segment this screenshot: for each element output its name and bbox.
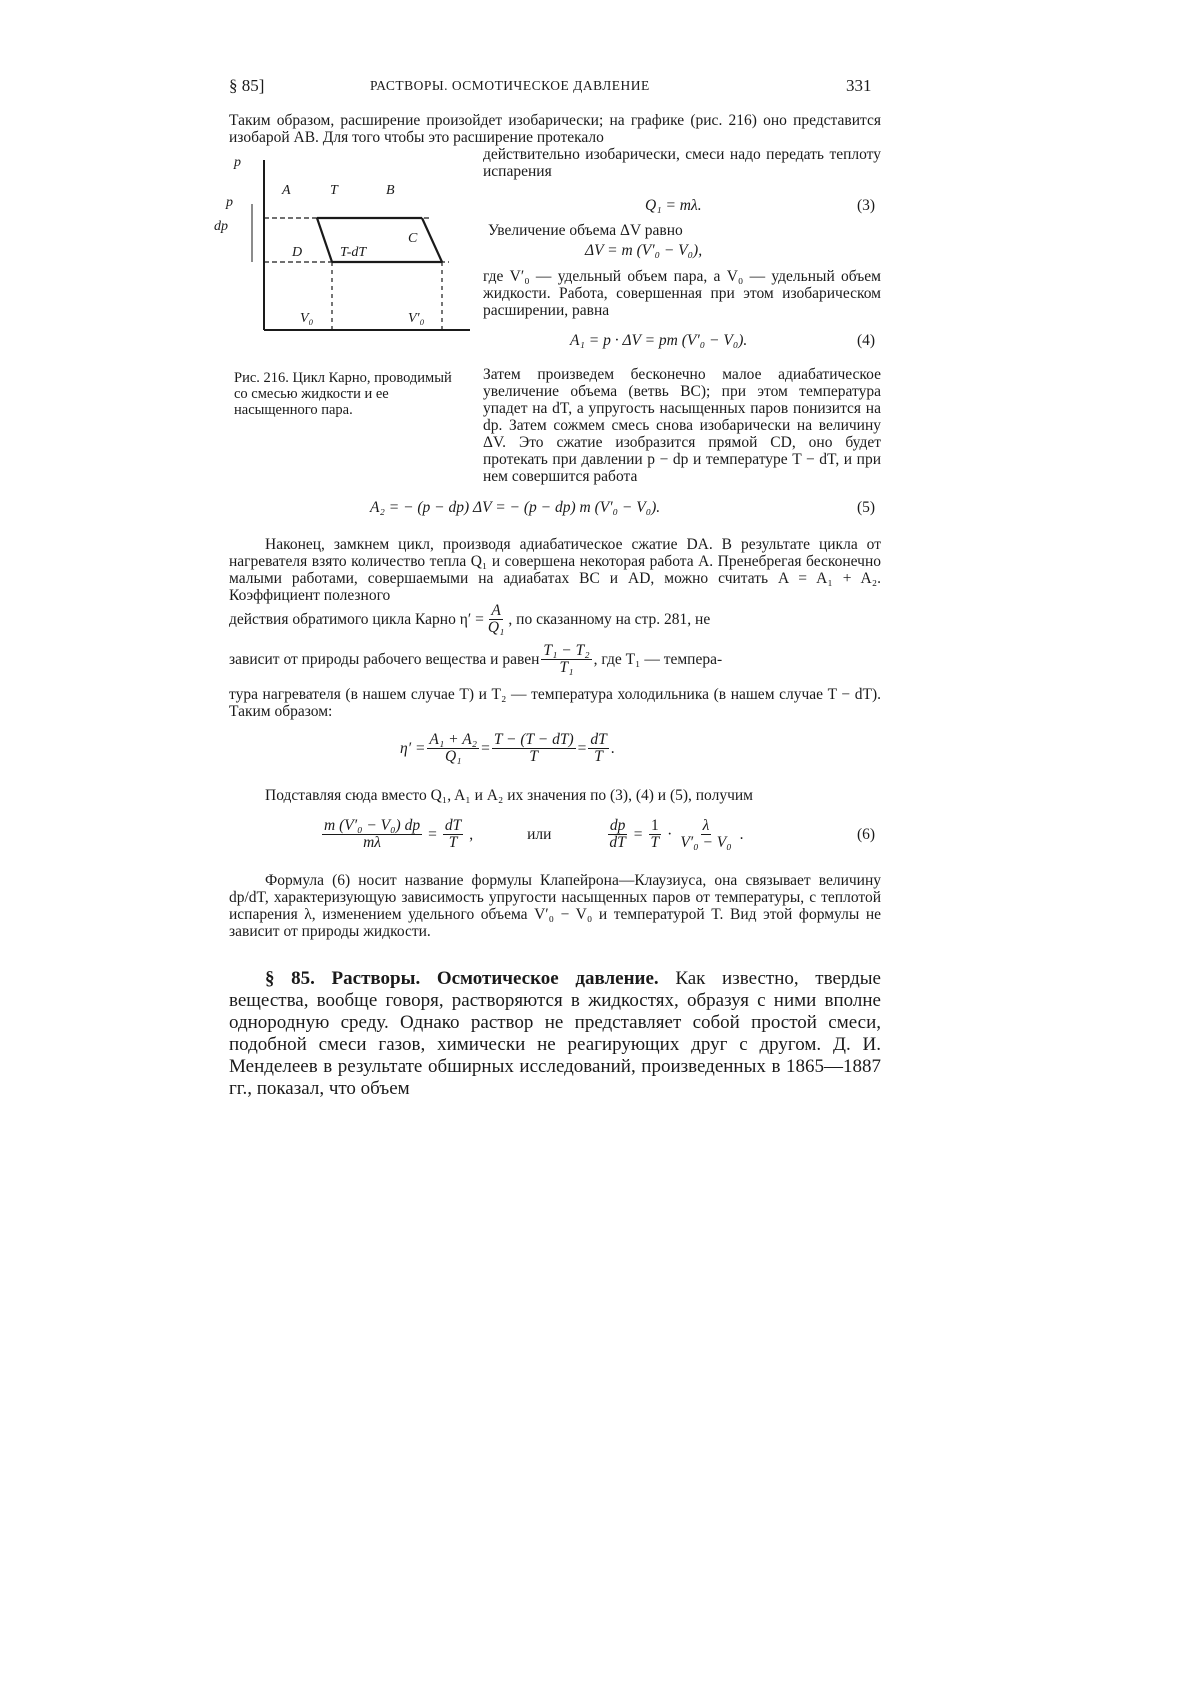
eta-frac1-num: A₁ + A₂ <box>429 731 478 748</box>
section-marker: § 85] <box>229 76 265 95</box>
section-text: Как известно, твердые вещества, вообще говоря, растворяются в жидкостях, образуя с ними вполне однородную среду. Однако раствор не представляет собой простой смеси, подобной смеси газов, химически не реагирующих друг с другом. Д. И. Менделеев в результате обширных исследований, произведенных в 1865—1887 гг., показал, что объем <box>229 968 881 1099</box>
equation-5-number: (5) <box>857 499 876 516</box>
eta-lhs: η′ = <box>400 739 426 757</box>
equation-4: A₁ = p · ΔV = pm (V′₀ − V₀). <box>570 332 748 349</box>
equation-4-number: (4) <box>857 332 876 349</box>
eq6-frac1-den: mλ <box>363 834 381 851</box>
paragraph-adiabatic: Затем произведем бесконечно малое адиабатическое увеличение объема (ветвь BC); при этом температура упадет на dT, а упругость насыщенных паров понизится на dp. Затем сожмем смесь снова изобарически на величину ΔV. Это сжатие изобразится прямой CD, оно будет протекать при давлении p − dp и температуре T − dT, и при нем совершится работа <box>483 366 881 485</box>
eq6-frac2-den: T <box>448 834 458 851</box>
eq6-frac1-num: m (V′₀ − V₀) dp <box>324 817 421 834</box>
efficiency-fraction-den: Q₁ <box>487 619 505 636</box>
eq6-frac3-num: dp <box>609 817 626 834</box>
point-c-label: C <box>408 231 418 246</box>
efficiency-fraction <box>486 603 507 636</box>
point-d-label: D <box>292 245 303 260</box>
paragraph-intro: Таким образом, расширение произойдет изобарически; на графике (рис. 216) оно представится изобарой AB. Для того чтобы это расширение протекало <box>229 112 881 146</box>
temperature-ratio-num: T₁ − T₂ <box>543 642 590 659</box>
eq6-frac4-den: T <box>650 834 660 851</box>
eq6-frac4-num: 1 <box>650 817 659 834</box>
paragraph-substitute: Подставляя сюда вместо Q₁, A₁ и A₂ их значения по (3), (4) и (5), получим <box>265 787 753 804</box>
carnot-cycle-figure <box>214 152 480 352</box>
p-label: p <box>226 195 233 210</box>
p-axis-label: p <box>234 155 241 170</box>
page-number: 331 <box>846 76 872 95</box>
independence-line-text: зависит от природы рабочего вещества и равен <box>229 650 540 668</box>
efficiency-line-text: действия обратимого цикла Карно η′ = <box>229 610 484 628</box>
eq6-frac5-num: λ <box>702 817 710 834</box>
independence-line <box>229 643 881 676</box>
eta-frac2-num: T − (T − dT) <box>493 731 574 748</box>
equation-3-number: (3) <box>857 197 876 214</box>
equation-5: A₂ = − (p − dp) ΔV = − (p − dp) m (V′₀ − V₀). <box>370 499 661 516</box>
efficiency-line-tail: , по сказанному на стр. 281, не <box>508 610 711 628</box>
eq6-frac3-den: dT <box>609 834 626 851</box>
figure-caption: Рис. 216. Цикл Карно, проводимый со смесью жидкости и ее насыщенного пара. <box>234 370 452 418</box>
equation-delta-v: ΔV = m (V′₀ − V₀), <box>585 242 703 259</box>
adiabat-da <box>317 218 332 262</box>
paragraph-clapeyron-clausius: Формула (6) носит название формулы Клапейрона—Клаузиуса, она связывает величину dp/dT, характеризующую зависимость упругости насыщенных паров от температуры, с теплотой испарения λ, изменением удельного объема V′₀ − V₀ и температурой T. Вид этой формулы не зависит от природы жидкости. <box>229 872 881 940</box>
v0-label: V₀ <box>300 311 314 326</box>
volume-increase-line: Увеличение объема ΔV равно <box>488 222 683 239</box>
eta-frac3-den: T <box>594 748 603 765</box>
equation-3: Q₁ = mλ. <box>645 197 702 214</box>
eta-frac2-den: T <box>529 748 539 765</box>
t-dt-label: T-dT <box>340 245 367 260</box>
temperature-ratio-den: T₁ <box>559 659 574 676</box>
eta-frac3-num: dT <box>590 731 607 748</box>
efficiency-line <box>229 603 881 636</box>
point-a-label: A <box>282 183 291 198</box>
point-b-label: B <box>386 183 395 198</box>
independence-line-tail: , где T₁ — темпера- <box>593 650 723 668</box>
paragraph-close-cycle: Наконец, замкнем цикл, производя адиабатическое сжатие DA. В результате цикла от нагревателя взято количество тепла Q₁ и совершена некоторая работа A. Пренебрегая бесконечно малыми работами, совершаемыми на адиабатах BC и AD, можно считать A = A₁ + A₂. Коэффициент полезного <box>229 536 881 604</box>
eq6-frac5-den: V′₀ − V₀ <box>680 834 732 851</box>
t-label: T <box>330 183 338 198</box>
equation-6-number: (6) <box>857 826 876 843</box>
efficiency-fraction-num: A <box>491 602 501 619</box>
paragraph-specific-volume: где V′₀ — удельный объем пара, а V₀ — удельный объем жидкости. Работа, совершенная при этом изобарическом расширении, равна <box>483 268 881 319</box>
eq6-or: или <box>527 825 552 843</box>
section-heading: § 85. Растворы. Осмотическое давление. <box>265 968 659 989</box>
paragraph-temperatures: тура нагревателя (в нашем случае T) и T₂ — температура холодильника (в нашем случае T − dT). Таким образом: <box>229 686 881 720</box>
eta-frac1-den: Q₁ <box>444 748 462 765</box>
eq6-frac2-num: dT <box>444 817 462 834</box>
equation-6: $\frac{\text{m (V′₀ − V₀) dp}}{m\lambda}$ = $\frac{dT}{T}$ , или $\frac{dp}{dT}$ = $\frac{1}{T}$ · $\frac{\lambda}{\text{V′₀ − V₀}}$ . <box>324 817 744 851</box>
section-85 <box>229 968 881 1100</box>
v0-prime-label: V′₀ <box>408 311 425 326</box>
running-title: РАСТВОРЫ. ОСМОТИЧЕСКОЕ ДАВЛЕНИЕ <box>370 78 650 93</box>
adiabat-bc <box>422 218 442 262</box>
dp-label: dp <box>214 219 228 234</box>
paragraph-intro-right: действительно изобарически, смеси надо передать теплоту испарения <box>483 146 881 180</box>
temperature-ratio-fraction <box>541 643 591 676</box>
efficiency-equation: η′ = $\frac{\text{A₁ + A₂}}{\text{Q₁}}$ = $\frac{T - (T - dT)}{T}$ = $\frac{dT}{T}$ . <box>400 731 615 765</box>
